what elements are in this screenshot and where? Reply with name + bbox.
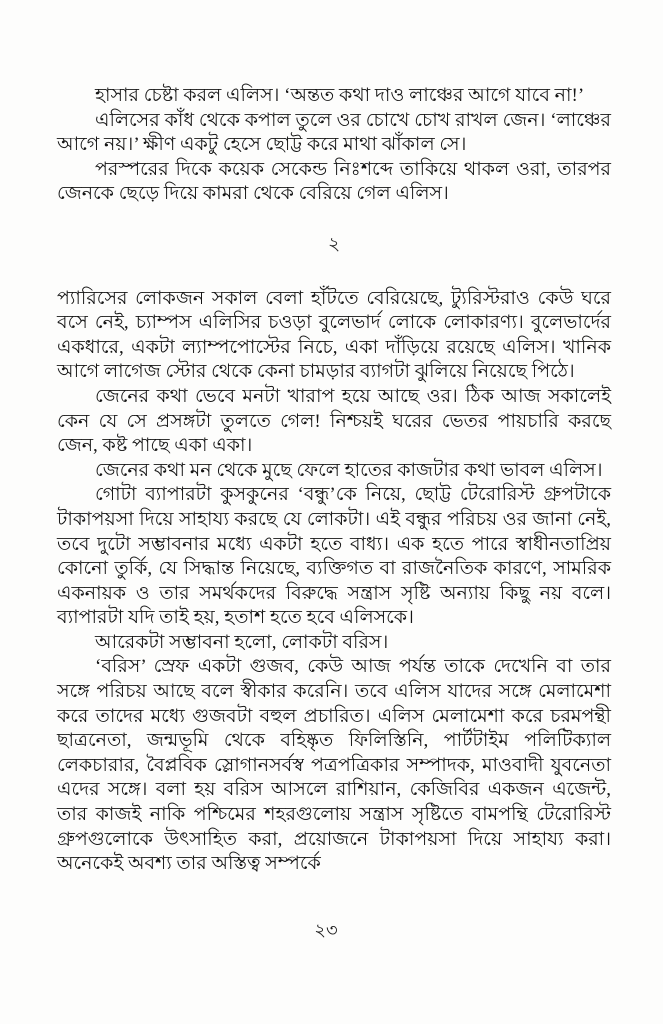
paragraph: জেনের কথা মন থেকে মুছে ফেলে হাতের কাজটার কথা ভাবল এলিস। bbox=[95, 459, 603, 481]
paragraph: ‘বরিস’ স্রেফ একটা গুজব, কেউ আজ পর্যন্ত তাকে দেখেনি বা তার সঙ্গে পরিচয় আছে বলে স্বীকার করেনি। তবে এলিস যাদের সঙ্গে মেলামেশা করে তাদের মধ্যে গুজবটা বহুল প্রচারিত। এলিস মেলামেশা করে চরমপন্থী ছাত্রনেতা, জন্মভূমি থেকে বহিষ্কৃত ফিলিস্তিনি, পার্টটাইম পলিটিক্যাল লেকচারার, বৈপ্লবিক স্লোগানসর্বস্ব পত্রপত্রিকার সম্পাদক, মাওবাদী যুবনেতা এদের সঙ্গে। বলা হয় বরিস আসলে রাশিয়ান, কেজিবির একজন এজেন্ট, তার কাজই নাকি পশ্চিমের শহরগুলোয় সন্ত্রাস সৃষ্টিতে বামপন্থি টেরোরিস্ট গ্রুপগুলোকে উৎসাহিত করা, প্রয়োজনে টাকাপয়সা দিয়ে সাহায্য করা। অনেকেই অবশ্য তার অস্তিত্ব সম্পর্কে bbox=[57, 656, 611, 875]
paragraph: আরেকটা সম্ভাবনা হলো, লোকটা বরিস। bbox=[95, 631, 389, 653]
paragraph: জেনের কথা ভেবে মনটা খারাপ হয়ে আছে ওর। ঠিক আজ সকালেই কেন যে সে প্রসঙ্গটা তুলতে গেল! নিশ্চয়ই ঘরের ভেতর পায়চারি করছে জেন, কষ্ট পাছে একা একা। bbox=[57, 385, 611, 457]
paragraph: প্যারিসের লোকজন সকাল বেলা হাঁটতে বেরিয়েছে, ট্যুরিস্টরাও কেউ ঘরে বসে নেই, চ্যাম্পস এলিসির চওড়া বুলেভার্দ লোকে লোকারণ্য। বুলেভার্দের একধারে, একটা ল্যাম্পপোস্টের নিচে, একা দাঁড়িয়ে রয়েছে এলিস। খানিক আগে লাগেজ স্টোর থেকে কেনা চামড়ার ব্যাগটা ঝুলিয়ে নিয়েছে পিঠে। bbox=[57, 287, 611, 383]
paragraph: এলিসের কাঁধ থেকে কপাল তুলে ওর চোখে চোখ রাখল জেন। ‘লাঞ্চের আগে নয়।’ ক্ষীণ একটু হেসে ছোট্ট করে মাথা ঝাঁকাল সে। bbox=[57, 109, 611, 156]
section-number: ২ bbox=[327, 233, 341, 255]
page-number: ২৩ bbox=[314, 920, 338, 940]
page-text bbox=[57, 84, 611, 877]
paragraph: হাসার চেষ্টা করল এলিস। ‘অন্তত কথা দাও লাঞ্চের আগে যাবে না!’ bbox=[95, 85, 585, 106]
paragraph: পরস্পরের দিকে কয়েক সেকেন্ড নিঃশব্দে তাকিয়ে থাকল ওরা, তারপর জেনকে ছেড়ে দিয়ে কামরা থেকে বেরিয়ে গেল এলিস। bbox=[57, 158, 611, 205]
paragraph: গোটা ব্যাপারটা কুসকুনের ‘বন্ধু’কে নিয়ে, ছোট্ট টেরোরিস্ট গ্রুপটাকে টাকাপয়সা দিয়ে সাহায্য করছে যে লোকটা। এই বন্ধুর পরিচয় ওর জানা নেই, তবে দুটো সম্ভাবনার মধ্যে একটা হতে বাধ্য। এক হতে পারে স্বাধীনতাপ্রিয় কোনো তুর্কি, যে সিদ্ধান্ত নিয়েছে, ব্যক্তিগত বা রাজনৈতিক কারণে, সামরিক একনায়ক ও তার সমর্থকদের বিরুদ্ধে সন্ত্রাস সৃষ্টি অন্যায় কিছু নয় বলে। ব্যাপারটা যদি তাই হয়, হতাশ হতে হবে এলিসকে। bbox=[57, 484, 611, 629]
